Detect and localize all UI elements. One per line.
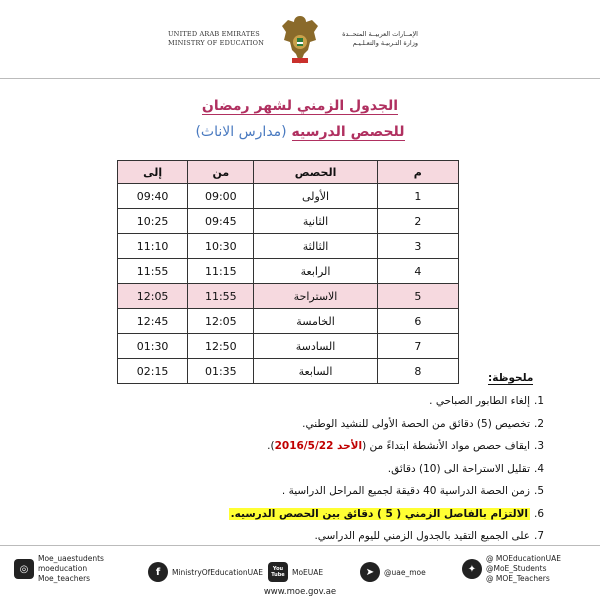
row-to: 10:25	[118, 209, 188, 234]
twitter-handle[interactable]: @ MOEducationUAE	[486, 554, 561, 563]
header-number: م	[377, 161, 458, 184]
schedule-table	[117, 160, 459, 384]
website-link[interactable]: www.moe.gov.ae	[263, 587, 337, 597]
row-number: 8	[377, 359, 458, 384]
instagram-handle[interactable]: Moe_uaestudents	[38, 554, 104, 563]
note-date-highlight: الأحد 2016/5/22	[274, 440, 363, 452]
footer-telegram	[360, 562, 426, 582]
page-title: الجدول الزمني لشهر رمضان	[201, 98, 399, 114]
row-from: 11:55	[188, 284, 254, 309]
note-item: 1.إلغاء الطابور الصباحي .	[429, 395, 545, 407]
row-period: الثالثة	[254, 234, 377, 259]
row-from: 01:35	[188, 359, 254, 384]
table-header-row	[118, 161, 459, 184]
row-number: 5	[377, 284, 458, 309]
twitter-handle[interactable]: @MoE_Students	[486, 564, 547, 573]
row-to: 02:15	[118, 359, 188, 384]
youtube-icon: You Tube	[268, 562, 288, 582]
instagram-handle[interactable]: moeducation	[38, 564, 88, 573]
ministry-name-english: UNITED ARAB EMIRATES MINISTRY OF EDUCATION	[168, 30, 265, 47]
telegram-icon: ➤	[360, 562, 380, 582]
note-item: 4.تقليل الاستراحة الى (10) دقائق.	[387, 462, 545, 475]
youtube-handle[interactable]: MoEUAE	[292, 567, 324, 577]
row-to: 12:05	[118, 284, 188, 309]
telegram-handle[interactable]: @uae_moe	[384, 567, 426, 577]
notes-heading: ملحوظة:	[488, 372, 534, 384]
footer-instagram	[14, 554, 104, 584]
notes-list	[60, 390, 548, 548]
row-period: الرابعة	[254, 259, 377, 284]
note-item-highlighted: 6.الالتزام بالفاصل الزمني ( 5 ) دقائق بين الحصص الدرسيه.	[230, 507, 545, 520]
row-number: 7	[377, 334, 458, 359]
row-period: الأولى	[254, 184, 377, 209]
row-to: 12:45	[118, 309, 188, 334]
row-number: 1	[377, 184, 458, 209]
table-row	[118, 334, 459, 359]
header-to: إلى	[118, 161, 188, 184]
note-item: 2.تخصيص (5) دقائق من الحصة الأولى للنشيد الوطني.	[302, 417, 545, 430]
footer-youtube	[268, 562, 323, 582]
row-from: 12:50	[188, 334, 254, 359]
twitter-icon: ✦	[462, 559, 482, 579]
row-number: 2	[377, 209, 458, 234]
instagram-icon: ◎	[14, 559, 34, 579]
row-to: 11:10	[118, 234, 188, 259]
page-subtitle: للحصص الدرسيه (مدارس الاناث)	[195, 124, 405, 140]
row-from: 12:05	[188, 309, 254, 334]
row-period: السادسة	[254, 334, 377, 359]
row-to: 11:55	[118, 259, 188, 284]
table-row	[118, 359, 459, 384]
note-item: 5.زمن الحصة الدراسية 40 دقيقة لجميع المراحل الدراسية .	[281, 485, 545, 497]
footer-twitter	[462, 554, 561, 584]
row-number: 6	[377, 309, 458, 334]
header-period: الحصص	[254, 161, 377, 184]
row-period: الثانية	[254, 209, 377, 234]
table-row	[118, 184, 459, 209]
instagram-handle[interactable]: Moe_teachers	[38, 574, 91, 583]
twitter-handle[interactable]: @ MOE_Teachers	[486, 574, 550, 583]
row-to: 01:30	[118, 334, 188, 359]
row-period: السابعة	[254, 359, 377, 384]
note-item: 7.على الجميع التقيد بالجدول الزمني لليوم الدراسي.	[314, 530, 545, 542]
header-from: من	[188, 161, 254, 184]
facebook-icon: f	[148, 562, 168, 582]
row-from: 11:15	[188, 259, 254, 284]
row-from: 09:00	[188, 184, 254, 209]
row-to: 09:40	[118, 184, 188, 209]
row-period: الاستراحة	[254, 284, 377, 309]
table-row	[118, 259, 459, 284]
row-number: 4	[377, 259, 458, 284]
table-row	[118, 234, 459, 259]
page-header	[0, 0, 600, 79]
row-number: 3	[377, 234, 458, 259]
uae-emblem-icon	[280, 12, 320, 68]
ministry-name-arabic: الإمــارات العربيــة المتحــدة وزارة التـربيـة والتعـلـيـم	[342, 30, 418, 47]
row-from: 09:45	[188, 209, 254, 234]
footer-facebook	[148, 562, 263, 582]
table-row	[118, 209, 459, 234]
facebook-handle[interactable]: MinistryOfEducationUAE	[172, 567, 264, 577]
note-item: 3.ايقاف حصص مواد الأنشطة ابتداءً من (الأحد 2016/5/22).	[267, 440, 545, 452]
row-period: الخامسة	[254, 309, 377, 334]
table-row	[118, 309, 459, 334]
table-row-break	[118, 284, 459, 309]
row-from: 10:30	[188, 234, 254, 259]
